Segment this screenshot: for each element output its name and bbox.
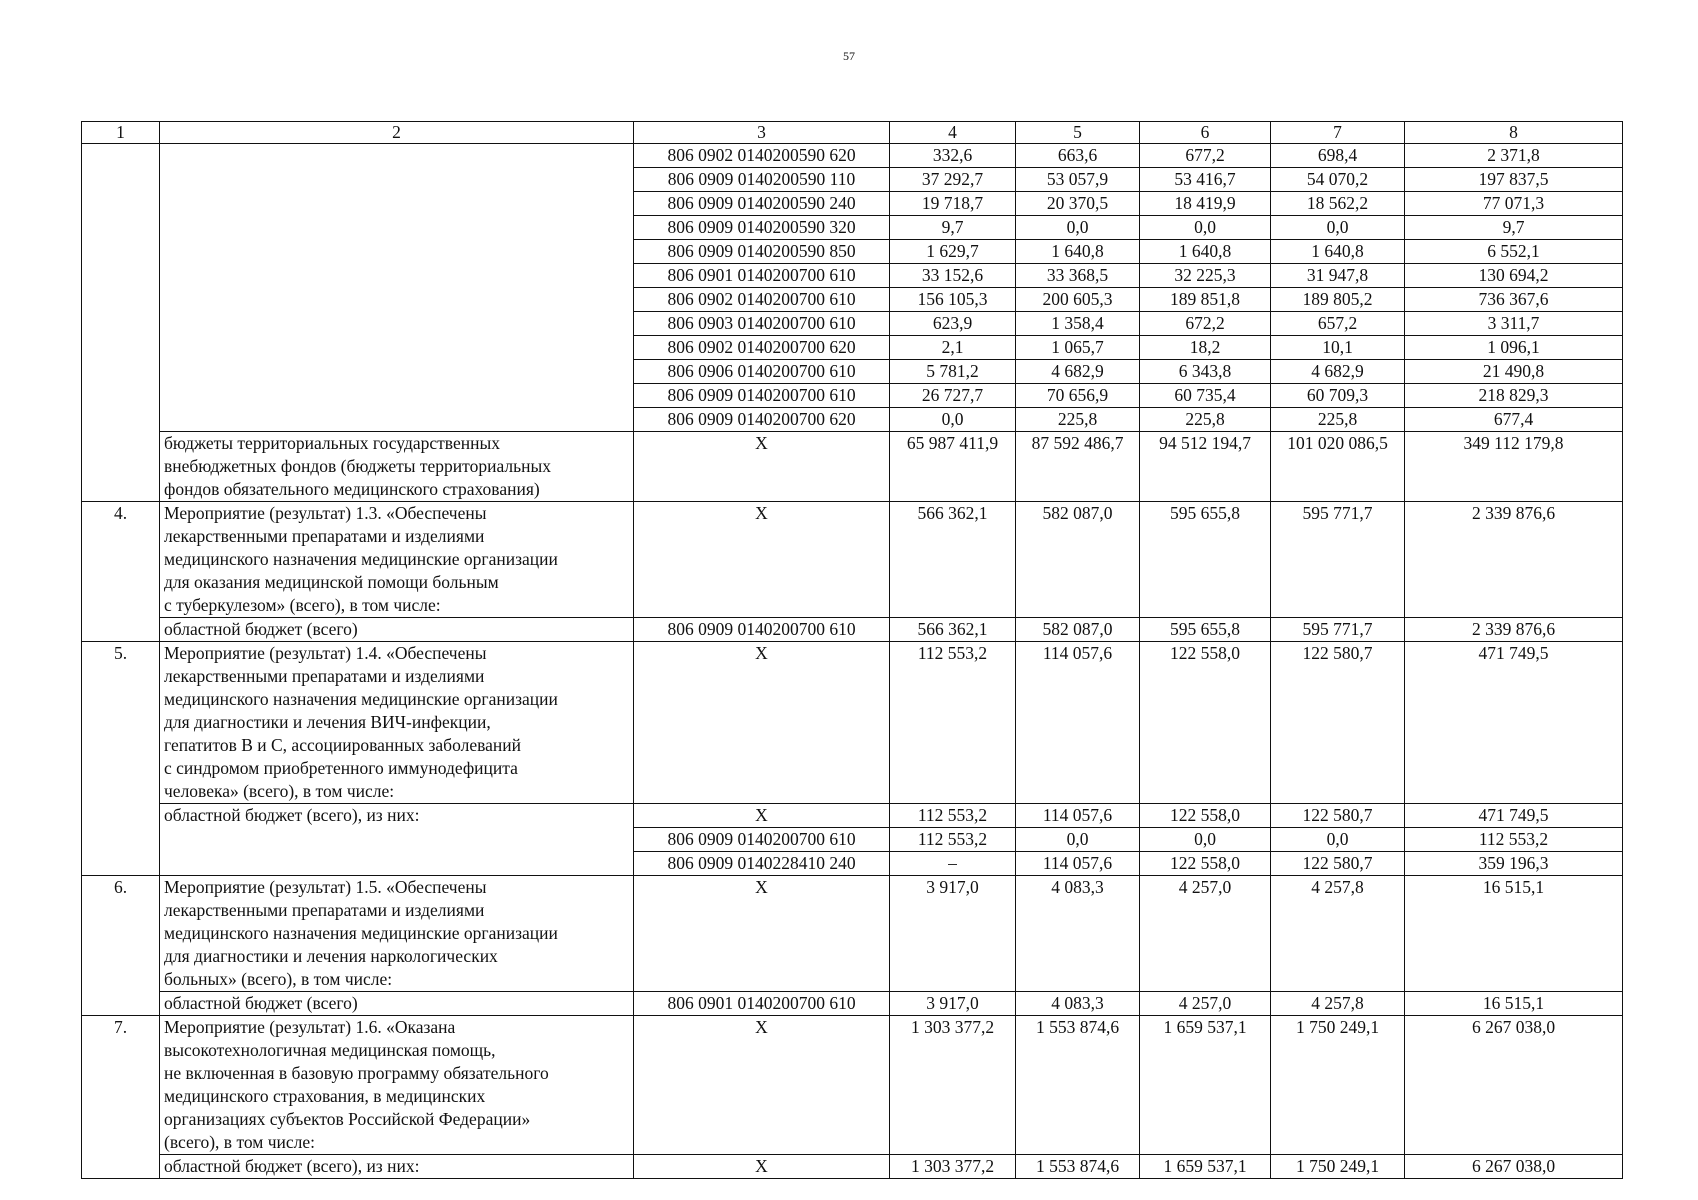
code-cell: 806 0902 0140200700 610: [634, 288, 890, 312]
value-cell: 332,6: [890, 144, 1016, 168]
header-row: [82, 122, 1623, 144]
value-cell: 0,0: [1016, 828, 1140, 852]
value-cell: 114 057,6: [1016, 804, 1140, 828]
code-cell: X: [634, 1155, 890, 1179]
code-cell: 806 0906 0140200700 610: [634, 360, 890, 384]
description-cell: областной бюджет (всего): [160, 992, 634, 1016]
value-cell: 218 829,3: [1405, 384, 1623, 408]
value-cell: 4 257,8: [1271, 876, 1405, 992]
value-cell: 1 303 377,2: [890, 1016, 1016, 1155]
value-cell: 1 640,8: [1140, 240, 1271, 264]
value-cell: 657,2: [1271, 312, 1405, 336]
value-cell: 114 057,6: [1016, 852, 1140, 876]
value-cell: 4 083,3: [1016, 992, 1140, 1016]
code-cell: X: [634, 876, 890, 992]
value-cell: 37 292,7: [890, 168, 1016, 192]
description-cell: Мероприятие (результат) 1.6. «Оказана высокотехнологичная медицинская помощь, не включенная в базовую программу обязательного медицинского страхования, в медицинских организациях субъектов Российской Федерации» (всего), в том числе:: [160, 1016, 634, 1155]
value-cell: 0,0: [1016, 216, 1140, 240]
description-cell: [160, 144, 634, 432]
value-cell: –: [890, 852, 1016, 876]
value-cell: 9,7: [890, 216, 1016, 240]
value-cell: 33 152,6: [890, 264, 1016, 288]
value-cell: 18 562,2: [1271, 192, 1405, 216]
value-cell: 33 368,5: [1016, 264, 1140, 288]
code-cell: 806 0901 0140200700 610: [634, 264, 890, 288]
value-cell: 112 553,2: [890, 804, 1016, 828]
table-row: [82, 876, 1623, 992]
value-cell: 4 083,3: [1016, 876, 1140, 992]
code-cell: X: [634, 1016, 890, 1155]
value-cell: 77 071,3: [1405, 192, 1623, 216]
code-cell: X: [634, 502, 890, 618]
value-cell: 3 311,7: [1405, 312, 1623, 336]
value-cell: 70 656,9: [1016, 384, 1140, 408]
row-number-cell: 4.: [82, 502, 160, 642]
value-cell: 200 605,3: [1016, 288, 1140, 312]
value-cell: 1 750 249,1: [1271, 1155, 1405, 1179]
column-header: 3: [634, 122, 890, 144]
value-cell: 595 771,7: [1271, 502, 1405, 618]
row-number-cell: 5.: [82, 642, 160, 876]
column-header: 5: [1016, 122, 1140, 144]
column-header: 6: [1140, 122, 1271, 144]
value-cell: 16 515,1: [1405, 876, 1623, 992]
value-cell: 31 947,8: [1271, 264, 1405, 288]
column-header: 4: [890, 122, 1016, 144]
value-cell: 677,2: [1140, 144, 1271, 168]
value-cell: 677,4: [1405, 408, 1623, 432]
table-row: [82, 1016, 1623, 1155]
value-cell: 19 718,7: [890, 192, 1016, 216]
value-cell: 736 367,6: [1405, 288, 1623, 312]
value-cell: 0,0: [1271, 216, 1405, 240]
value-cell: 225,8: [1271, 408, 1405, 432]
value-cell: 3 917,0: [890, 992, 1016, 1016]
value-cell: 1 065,7: [1016, 336, 1140, 360]
value-cell: 566 362,1: [890, 502, 1016, 618]
code-cell: 806 0909 0140200590 320: [634, 216, 890, 240]
value-cell: 112 553,2: [890, 828, 1016, 852]
value-cell: 18 419,9: [1140, 192, 1271, 216]
value-cell: 10,1: [1271, 336, 1405, 360]
value-cell: 112 553,2: [1405, 828, 1623, 852]
row-number-cell: [82, 144, 160, 502]
column-header: 1: [82, 122, 160, 144]
value-cell: 566 362,1: [890, 618, 1016, 642]
value-cell: 1 659 537,1: [1140, 1155, 1271, 1179]
value-cell: 0,0: [1271, 828, 1405, 852]
description-cell: областной бюджет (всего): [160, 618, 634, 642]
value-cell: 0,0: [1140, 216, 1271, 240]
code-cell: X: [634, 642, 890, 804]
value-cell: 225,8: [1140, 408, 1271, 432]
table-row: [82, 992, 1623, 1016]
value-cell: 6 552,1: [1405, 240, 1623, 264]
value-cell: 18,2: [1140, 336, 1271, 360]
code-cell: 806 0909 0140228410 240: [634, 852, 890, 876]
description-cell: бюджеты территориальных государственных внебюджетных фондов (бюджеты территориальных фондов обязательного медицинского страхования): [160, 432, 634, 502]
value-cell: 87 592 486,7: [1016, 432, 1140, 502]
description-cell: Мероприятие (результат) 1.5. «Обеспечены лекарственными препаратами и изделиями медицинского назначения медицинские организации для диагностики и лечения наркологических больных» (всего), в том числе:: [160, 876, 634, 992]
code-cell: X: [634, 804, 890, 828]
value-cell: 1 629,7: [890, 240, 1016, 264]
value-cell: 4 257,8: [1271, 992, 1405, 1016]
value-cell: 4 682,9: [1271, 360, 1405, 384]
value-cell: 1 553 874,6: [1016, 1155, 1140, 1179]
value-cell: 4 257,0: [1140, 992, 1271, 1016]
value-cell: 6 267 038,0: [1405, 1016, 1623, 1155]
value-cell: 189 805,2: [1271, 288, 1405, 312]
description-cell: Мероприятие (результат) 1.3. «Обеспечены лекарственными препаратами и изделиями медицинского назначения медицинские организации для оказания медицинской помощи больным с туберкулезом» (всего), в том числе:: [160, 502, 634, 618]
value-cell: 1 303 377,2: [890, 1155, 1016, 1179]
table-row: [82, 1155, 1623, 1179]
table-body: [82, 122, 1623, 1179]
value-cell: 0,0: [1140, 828, 1271, 852]
code-cell: 806 0909 0140200700 610: [634, 618, 890, 642]
row-number-cell: 6.: [82, 876, 160, 1016]
value-cell: 122 580,7: [1271, 804, 1405, 828]
value-cell: 349 112 179,8: [1405, 432, 1623, 502]
value-cell: 197 837,5: [1405, 168, 1623, 192]
value-cell: 2 371,8: [1405, 144, 1623, 168]
value-cell: 1 659 537,1: [1140, 1016, 1271, 1155]
value-cell: 1 640,8: [1271, 240, 1405, 264]
value-cell: 6 267 038,0: [1405, 1155, 1623, 1179]
description-cell: Мероприятие (результат) 1.4. «Обеспечены лекарственными препаратами и изделиями медицинского назначения медицинские организации для диагностики и лечения ВИЧ-инфекции, гепатитов B и C, ассоциированных заболеваний с синдромом приобретенного иммунодефицита человека» (всего), в том числе:: [160, 642, 634, 804]
value-cell: 101 020 086,5: [1271, 432, 1405, 502]
value-cell: 698,4: [1271, 144, 1405, 168]
value-cell: 582 087,0: [1016, 618, 1140, 642]
value-cell: 26 727,7: [890, 384, 1016, 408]
value-cell: 114 057,6: [1016, 642, 1140, 804]
table-row: [82, 432, 1623, 502]
value-cell: 2,1: [890, 336, 1016, 360]
value-cell: 16 515,1: [1405, 992, 1623, 1016]
value-cell: 5 781,2: [890, 360, 1016, 384]
code-cell: 806 0902 0140200590 620: [634, 144, 890, 168]
table-row: [82, 618, 1623, 642]
table-row: [82, 144, 1623, 168]
value-cell: 582 087,0: [1016, 502, 1140, 618]
table-row: [82, 642, 1623, 804]
table-row: [82, 804, 1623, 828]
description-cell: областной бюджет (всего), из них:: [160, 1155, 634, 1179]
value-cell: 595 771,7: [1271, 618, 1405, 642]
value-cell: 122 580,7: [1271, 642, 1405, 804]
code-cell: 806 0909 0140200590 240: [634, 192, 890, 216]
code-cell: 806 0909 0140200700 610: [634, 828, 890, 852]
value-cell: 1 640,8: [1016, 240, 1140, 264]
value-cell: 54 070,2: [1271, 168, 1405, 192]
description-cell: областной бюджет (всего), из них:: [160, 804, 634, 876]
code-cell: X: [634, 432, 890, 502]
value-cell: 9,7: [1405, 216, 1623, 240]
value-cell: 122 558,0: [1140, 852, 1271, 876]
value-cell: 130 694,2: [1405, 264, 1623, 288]
value-cell: 471 749,5: [1405, 804, 1623, 828]
code-cell: 806 0903 0140200700 610: [634, 312, 890, 336]
value-cell: 4 682,9: [1016, 360, 1140, 384]
value-cell: 2 339 876,6: [1405, 618, 1623, 642]
page-number: 57: [843, 49, 855, 63]
value-cell: 4 257,0: [1140, 876, 1271, 992]
value-cell: 60 735,4: [1140, 384, 1271, 408]
value-cell: 595 655,8: [1140, 502, 1271, 618]
value-cell: 189 851,8: [1140, 288, 1271, 312]
column-header: 8: [1405, 122, 1623, 144]
value-cell: 6 343,8: [1140, 360, 1271, 384]
code-cell: 806 0909 0140200700 620: [634, 408, 890, 432]
value-cell: 32 225,3: [1140, 264, 1271, 288]
value-cell: 53 057,9: [1016, 168, 1140, 192]
value-cell: 0,0: [890, 408, 1016, 432]
value-cell: 1 553 874,6: [1016, 1016, 1140, 1155]
budget-table: [81, 121, 1623, 1179]
value-cell: 20 370,5: [1016, 192, 1140, 216]
value-cell: 3 917,0: [890, 876, 1016, 992]
table-row: [82, 502, 1623, 618]
value-cell: 672,2: [1140, 312, 1271, 336]
value-cell: 2 339 876,6: [1405, 502, 1623, 618]
code-cell: 806 0902 0140200700 620: [634, 336, 890, 360]
value-cell: 663,6: [1016, 144, 1140, 168]
value-cell: 595 655,8: [1140, 618, 1271, 642]
value-cell: 94 512 194,7: [1140, 432, 1271, 502]
value-cell: 60 709,3: [1271, 384, 1405, 408]
code-cell: 806 0909 0140200590 850: [634, 240, 890, 264]
column-header: 2: [160, 122, 634, 144]
value-cell: 53 416,7: [1140, 168, 1271, 192]
row-number-cell: 7.: [82, 1016, 160, 1179]
value-cell: 112 553,2: [890, 642, 1016, 804]
value-cell: 1 096,1: [1405, 336, 1623, 360]
code-cell: 806 0909 0140200700 610: [634, 384, 890, 408]
value-cell: 471 749,5: [1405, 642, 1623, 804]
value-cell: 122 558,0: [1140, 804, 1271, 828]
code-cell: 806 0909 0140200590 110: [634, 168, 890, 192]
value-cell: 156 105,3: [890, 288, 1016, 312]
value-cell: 225,8: [1016, 408, 1140, 432]
value-cell: 122 580,7: [1271, 852, 1405, 876]
value-cell: 122 558,0: [1140, 642, 1271, 804]
value-cell: 65 987 411,9: [890, 432, 1016, 502]
column-header: 7: [1271, 122, 1405, 144]
value-cell: 623,9: [890, 312, 1016, 336]
value-cell: 1 358,4: [1016, 312, 1140, 336]
value-cell: 21 490,8: [1405, 360, 1623, 384]
value-cell: 1 750 249,1: [1271, 1016, 1405, 1155]
code-cell: 806 0901 0140200700 610: [634, 992, 890, 1016]
value-cell: 359 196,3: [1405, 852, 1623, 876]
